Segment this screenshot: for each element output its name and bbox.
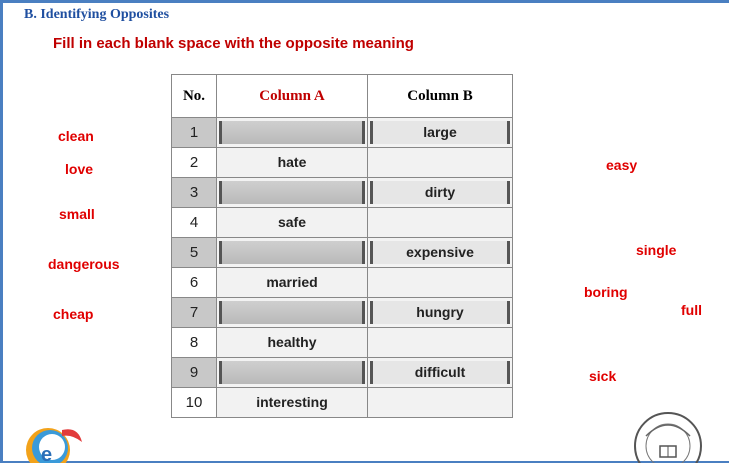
row-number: 4 [172,208,217,238]
word-b: hungry [370,301,510,324]
word-a: married [266,274,318,290]
blank-cell-a[interactable] [217,358,368,388]
answer-blank[interactable] [219,121,365,144]
table-row [172,358,513,388]
table-row [172,208,513,238]
header-column-a: Column A [217,75,368,118]
blank-cell-a[interactable] [217,178,368,208]
blank-cell-a[interactable] [217,238,368,268]
row-number: 8 [172,328,217,358]
university-seal-icon [632,410,704,463]
section-title: B. Identifying Opposites [24,7,170,22]
table-header-row [172,75,513,118]
table-row [172,328,513,358]
row-number: 2 [172,148,217,178]
opposites-table [171,74,513,418]
frame-left-border [0,0,3,463]
row-number: 10 [172,388,217,418]
table-row [172,298,513,328]
table-row [172,388,513,418]
word-b: difficult [370,361,510,384]
table-row [172,148,513,178]
blank-cell-b[interactable] [368,328,513,358]
answer-blank[interactable] [219,181,365,204]
blank-cell-b[interactable] [368,148,513,178]
header-no: No. [172,75,217,118]
word-a: hate [277,154,307,170]
word-option-sick[interactable]: sick [589,368,617,384]
word-option-small[interactable]: small [59,206,95,222]
answer-blank[interactable] [219,241,365,264]
cell-a [217,268,368,298]
word-option-dangerous[interactable]: dangerous [48,256,120,272]
answer-blank[interactable] [219,301,365,324]
cell-b [368,118,513,148]
table-row [172,118,513,148]
word-b: large [370,121,510,144]
table-row [172,268,513,298]
cell-b [368,238,513,268]
svg-text:e: e [41,444,53,463]
word-b: dirty [370,181,510,204]
blank-cell-a[interactable] [217,118,368,148]
blank-cell-b[interactable] [368,208,513,238]
row-number: 5 [172,238,217,268]
e-learning-logo-icon [22,420,86,463]
word-option-love[interactable]: love [65,161,94,177]
cell-b [368,178,513,208]
blank-cell-b[interactable] [368,388,513,418]
row-number: 9 [172,358,217,388]
blank-cell-a[interactable] [217,298,368,328]
answer-blank[interactable] [219,361,365,384]
cell-a [217,328,368,358]
word-a: healthy [267,334,317,350]
word-option-cheap[interactable]: cheap [53,306,94,322]
cell-b [368,298,513,328]
header-column-b: Column B [368,75,513,118]
instruction-text: Fill in each blank space with the opposite meaning [53,35,414,52]
row-number: 6 [172,268,217,298]
frame-top-border [0,0,729,3]
blank-cell-b[interactable] [368,268,513,298]
row-number: 1 [172,118,217,148]
word-option-clean[interactable]: clean [58,128,94,144]
row-number: 7 [172,298,217,328]
word-option-single[interactable]: single [636,242,677,258]
word-a: interesting [256,394,328,410]
table-row [172,238,513,268]
cell-a [217,208,368,238]
word-option-full[interactable]: full [681,302,702,318]
word-option-boring[interactable]: boring [584,284,628,300]
word-a: safe [277,214,307,230]
cell-a [217,148,368,178]
cell-a [217,388,368,418]
word-option-easy[interactable]: easy [606,157,638,173]
table-row [172,178,513,208]
word-b: expensive [370,241,510,264]
row-number: 3 [172,178,217,208]
cell-b [368,358,513,388]
